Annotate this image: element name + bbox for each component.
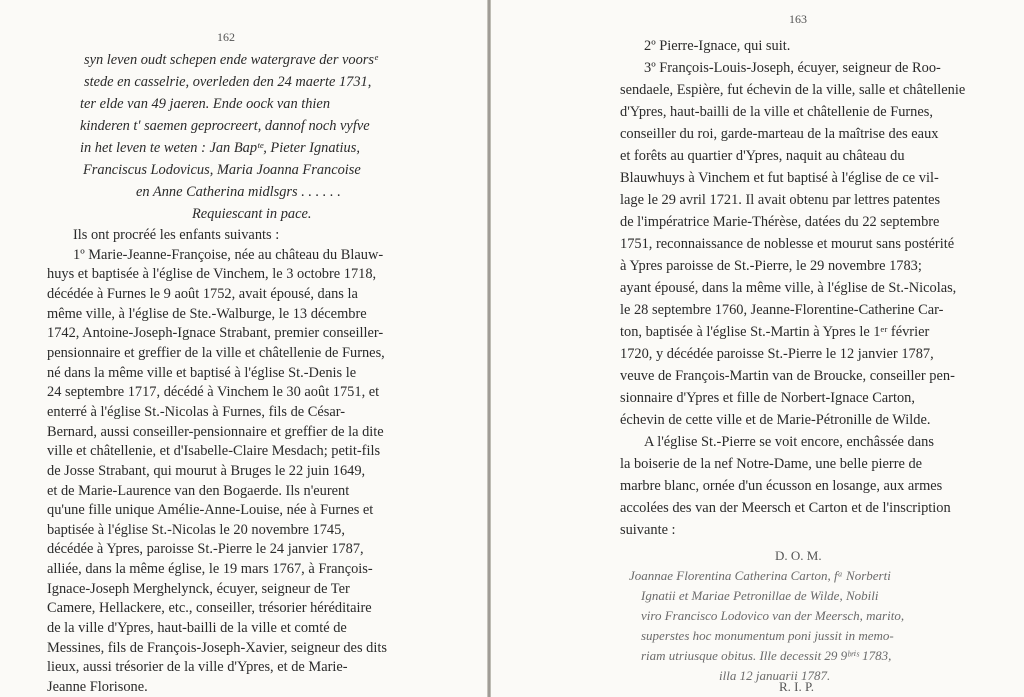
body-line: 2º Pierre-Ignace, qui suit. bbox=[644, 38, 791, 54]
body-line: même ville, à l'église de Ste.-Walburge, le 13 décembre bbox=[47, 305, 367, 322]
body-line: de Josse Strabant, qui mourut à Bruges le 22 juin 1649, bbox=[47, 462, 366, 479]
body-line: A l'église St.-Pierre se voit encore, enchâssée dans bbox=[644, 434, 934, 450]
body-line: Jeanne Florisone. bbox=[47, 679, 148, 695]
body-line: conseiller du roi, garde-marteau de la maîtrise des eaux bbox=[620, 126, 939, 142]
body-line: qu'une fille unique Amélie-Anne-Louise, née à Furnes et bbox=[47, 502, 374, 519]
epitaph-line: en Anne Catherina midlsgrs . . . . . . bbox=[136, 184, 341, 200]
inscription-line: R. I. P. bbox=[779, 679, 815, 694]
page-number: 163 bbox=[789, 12, 807, 26]
body-line: d'Ypres, haut-bailli de la ville et châtellenie de Furnes, bbox=[620, 104, 933, 120]
body-line: le 28 septembre 1760, Jeanne-Florentine-Catherine Car- bbox=[620, 302, 944, 318]
body-line: 1º Marie-Jeanne-Françoise, née au château du Blauw- bbox=[73, 246, 384, 263]
inscription-line: Ignatii et Mariae Petronillae de Wilde, Nobili bbox=[641, 588, 879, 603]
book-gutter bbox=[487, 0, 491, 697]
epitaph-line: in het leven te weten : Jan Bapᵗᵉ, Pieter Ignatius, bbox=[80, 140, 360, 156]
body-line: ville et châtellenie, et d'Isabelle-Claire Mesdach; petit-fils bbox=[47, 443, 381, 460]
body-line: 1751, reconnaissance de noblesse et mourut sans postérité bbox=[620, 236, 955, 252]
body-line: sendaele, Espière, fut échevin de la ville, salle et châtellenie bbox=[620, 82, 966, 98]
body-line: pensionnaire et greffier de la ville et châtellenie de Furnes, bbox=[47, 344, 385, 361]
body-line: alliée, dans la même église, le 19 mars 1767, à François- bbox=[47, 561, 373, 578]
body-line: enterré à l'église St.-Nicolas à Furnes, fils de César- bbox=[47, 403, 346, 420]
body-line: baptisée à l'église St.-Nicolas le 20 novembre 1745, bbox=[47, 521, 345, 538]
body-line: de la ville d'Ypres, haut-bailli de la ville et comté de bbox=[47, 620, 347, 636]
epitaph-line: kinderen t' saemen geprocreert, dannof noch vyfve bbox=[80, 118, 370, 134]
body-line: Messines, fils de François-Joseph-Xavier, seigneur des dits bbox=[47, 639, 387, 656]
epitaph-line: stede en casselrie, overleden den 24 maerte 1731, bbox=[84, 74, 372, 90]
epitaph-line: ter elde van 49 jaeren. Ende oock van thien bbox=[80, 96, 331, 112]
body-line: 3º François-Louis-Joseph, écuyer, seigneur de Roo- bbox=[644, 60, 941, 76]
body-line: et de Marie-Laurence van den Bogaerde. Ils n'eurent bbox=[47, 482, 350, 499]
inscription-line: Joannae Florentina Catherina Carton, fᵃ Norberti bbox=[629, 568, 891, 583]
inscription-line: riam utriusque obitus. Ille decessit 29 9ᵇʳⁱˢ 1783, bbox=[641, 648, 892, 663]
body-line: et forêts au quartier d'Ypres, naquit au château du bbox=[620, 148, 905, 164]
body-line: 1720, y décédée paroisse St.-Pierre le 12 janvier 1787, bbox=[620, 346, 934, 362]
body-line: ayant épousé, dans la même ville, à l'église de St.-Nicolas, bbox=[620, 280, 957, 296]
body-line: ton, baptisée à l'église St.-Martin à Ypres le 1ᵉʳ février bbox=[620, 324, 930, 340]
body-line: suivante : bbox=[620, 522, 676, 538]
body-line: Camere, Hellackere, etc., conseiller, trésorier héréditaire bbox=[47, 600, 372, 617]
body-line: sionnaire d'Ypres et fille de Norbert-Ignace Carton, bbox=[620, 390, 915, 406]
body-line: Blauwhuys à Vinchem et fut baptisé à l'église de ce vil- bbox=[620, 170, 939, 186]
body-line: à Ypres paroisse de St.-Pierre, le 29 novembre 1783; bbox=[620, 258, 922, 274]
body-line: décédée à Furnes le 9 août 1752, avait épousé, dans la bbox=[47, 286, 358, 302]
epitaph-line: Requiescant in pace. bbox=[192, 206, 312, 222]
body-line: 24 septembre 1717, décédé à Vinchem le 30 août 1751, et bbox=[47, 384, 380, 401]
body-line: 1742, Antoine-Joseph-Ignace Strabant, premier conseiller- bbox=[47, 325, 384, 342]
body-line: décédée à Ypres, paroisse St.-Pierre le 24 janvier 1787, bbox=[47, 541, 364, 558]
inscription-line: D. O. M. bbox=[775, 548, 822, 563]
epitaph-line: Franciscus Lodovicus, Maria Joanna Francoise bbox=[83, 162, 361, 178]
body-line: échevin de cette ville et de Marie-Pétronille de Wilde. bbox=[620, 412, 931, 428]
body-line: lieux, aussi trésorier de la ville d'Ypres, et de Marie- bbox=[47, 659, 348, 676]
body-line: veuve de François-Martin van de Broucke, conseiller pen- bbox=[620, 368, 955, 384]
body-line: accolées des van der Meersch et Carton et de l'inscription bbox=[620, 500, 951, 516]
body-line: lage le 29 avril 1721. Il avait obtenu par lettres patentes bbox=[620, 192, 941, 208]
inscription-line: viro Francisco Lodovico van der Meersch, marito, bbox=[641, 608, 905, 623]
body-line: de l'impératrice Marie-Thérèse, datées du 22 septembre bbox=[620, 214, 940, 230]
page-number: 162 bbox=[217, 30, 235, 44]
epitaph-line: syn leven oudt schepen ende watergrave der voorsᵉ bbox=[84, 52, 378, 68]
body-line: né dans la même ville et baptisé à l'église St.-Denis le bbox=[47, 364, 357, 381]
inscription-line: superstes hoc monumentum poni jussit in memo- bbox=[641, 628, 894, 643]
body-line: Ignace-Joseph Merghelynck, écuyer, seigneur de Ter bbox=[47, 580, 350, 597]
inscription-line: illa 12 januarii 1787. bbox=[719, 668, 831, 683]
body-line: huys et baptisée à l'église de Vinchem, le 3 octobre 1718, bbox=[47, 266, 377, 283]
body-line: Ils ont procréé les enfants suivants : bbox=[73, 227, 280, 243]
body-line: marbre blanc, ornée d'un écusson en losange, aux armes bbox=[620, 478, 943, 494]
body-line: la boiserie de la nef Notre-Dame, une belle pierre de bbox=[620, 456, 923, 472]
body-line: Bernard, aussi conseiller-pensionnaire et greffier de la dite bbox=[47, 423, 384, 440]
